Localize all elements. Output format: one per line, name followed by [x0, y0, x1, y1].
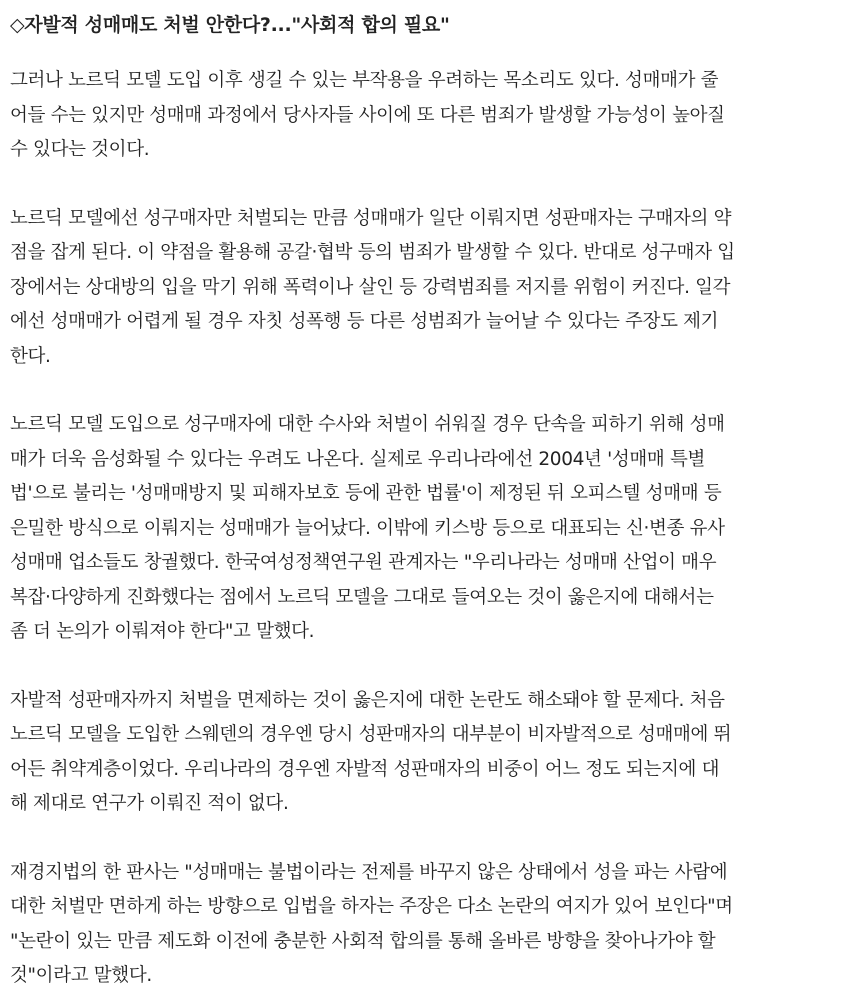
paragraph-line: 은밀한 방식으로 이뤄지는 성매매가 늘어났다. 이밖에 키스방 등으로 대표되는 신·변종 유사	[10, 517, 725, 539]
paragraph-line: 노르딕 모델에선 성구매자만 처벌되는 만큼 성매매가 일단 이뤄지면 성판매자는 구매자의 약	[10, 207, 732, 229]
paragraph-line: 것"이라고 말했다.	[10, 965, 152, 986]
paragraph-line: 노르딕 모델 도입으로 성구매자에 대한 수사와 처벌이 쉬워질 경우 단속을 피하기 위해 성매	[10, 414, 725, 435]
paragraph-line: 에선 성매매가 어렵게 될 경우 자칫 성폭행 등 다른 성범죄가 늘어날 수 있다는 주장도 제기	[10, 311, 719, 332]
paragraph-line: 좀 더 논의가 이뤄져야 한다"고 말했다.	[10, 621, 315, 642]
paragraph-4	[10, 684, 839, 822]
paragraph-1	[10, 64, 839, 168]
paragraph-line: 복잡·다양하게 진화했다는 점에서 노르딕 모델을 그대로 들여오는 것이 옳은지에 대해서는	[10, 586, 714, 608]
paragraph-line: 장에서는 상대방의 입을 막기 위해 폭력이나 살인 등 강력범죄를 저지를 위험이 커진다. 일각	[10, 276, 731, 298]
paragraph-2	[10, 202, 839, 375]
paragraph-line: 어들 수는 있지만 성매매 과정에서 당사자들 사이에 또 다른 범죄가 발생할 가능성이 높아질	[10, 104, 725, 126]
paragraph-line: 점을 잡게 된다. 이 약점을 활용해 공갈·협박 등의 범죄가 발생할 수 있다. 반대로 성구매자 입	[10, 242, 735, 263]
paragraph-line: 재경지법의 한 판사는 "성매매는 불법이라는 전제를 바꾸지 않은 상태에서 성을 파는 사람에	[10, 861, 728, 883]
paragraph-line: 그러나 노르딕 모델 도입 이후 생길 수 있는 부작용을 우려하는 목소리도 있다. 성매매가 줄	[10, 70, 719, 91]
paragraph-3	[10, 408, 839, 650]
paragraph-line: 성매매 업소들도 창궐했다. 한국여성정책연구원 관계자는 "우리나라는 성매매 산업이 매우	[10, 552, 717, 573]
paragraph-line: 자발적 성판매자까지 처벌을 면제하는 것이 옳은지에 대한 논란도 해소돼야 할 문제다. 처음	[10, 689, 725, 711]
paragraph-line: 법'으로 불리는 '성매매방지 및 피해자보호 등에 관한 법률'이 제정된 뒤 오피스텔 성매매 등	[10, 483, 722, 504]
paragraph-line: 어든 취약계층이었다. 우리나라의 경우엔 자발적 성판매자의 비중이 어느 정도 되는지에 대	[10, 758, 720, 780]
section-heading: ◇자발적 성매매도 처벌 안한다?..."사회적 합의 필요"	[10, 14, 450, 36]
paragraph-line: 해 제대로 연구가 이뤄진 적이 없다.	[10, 793, 289, 814]
paragraph-5	[10, 856, 839, 994]
paragraph-line: 대한 처벌만 면하게 하는 방향으로 입법을 하자는 주장은 다소 논란의 여지가 있어 보인다"며	[10, 896, 733, 917]
paragraph-line: 매가 더욱 음성화될 수 있다는 우려도 나온다. 실제로 우리나라에선 2004년 '성매매 특별	[10, 448, 705, 470]
paragraph-line: 수 있다는 것이다.	[10, 139, 150, 160]
paragraph-line: 노르딕 모델을 도입한 스웨덴의 경우엔 당시 성판매자의 대부분이 비자발적으로 성매매에 뛰	[10, 724, 732, 745]
paragraph-line: "논란이 있는 만큼 제도화 이전에 충분한 사회적 합의를 통해 올바른 방향을 찾아나가야 할	[10, 930, 716, 952]
paragraph-line: 한다.	[10, 345, 51, 367]
